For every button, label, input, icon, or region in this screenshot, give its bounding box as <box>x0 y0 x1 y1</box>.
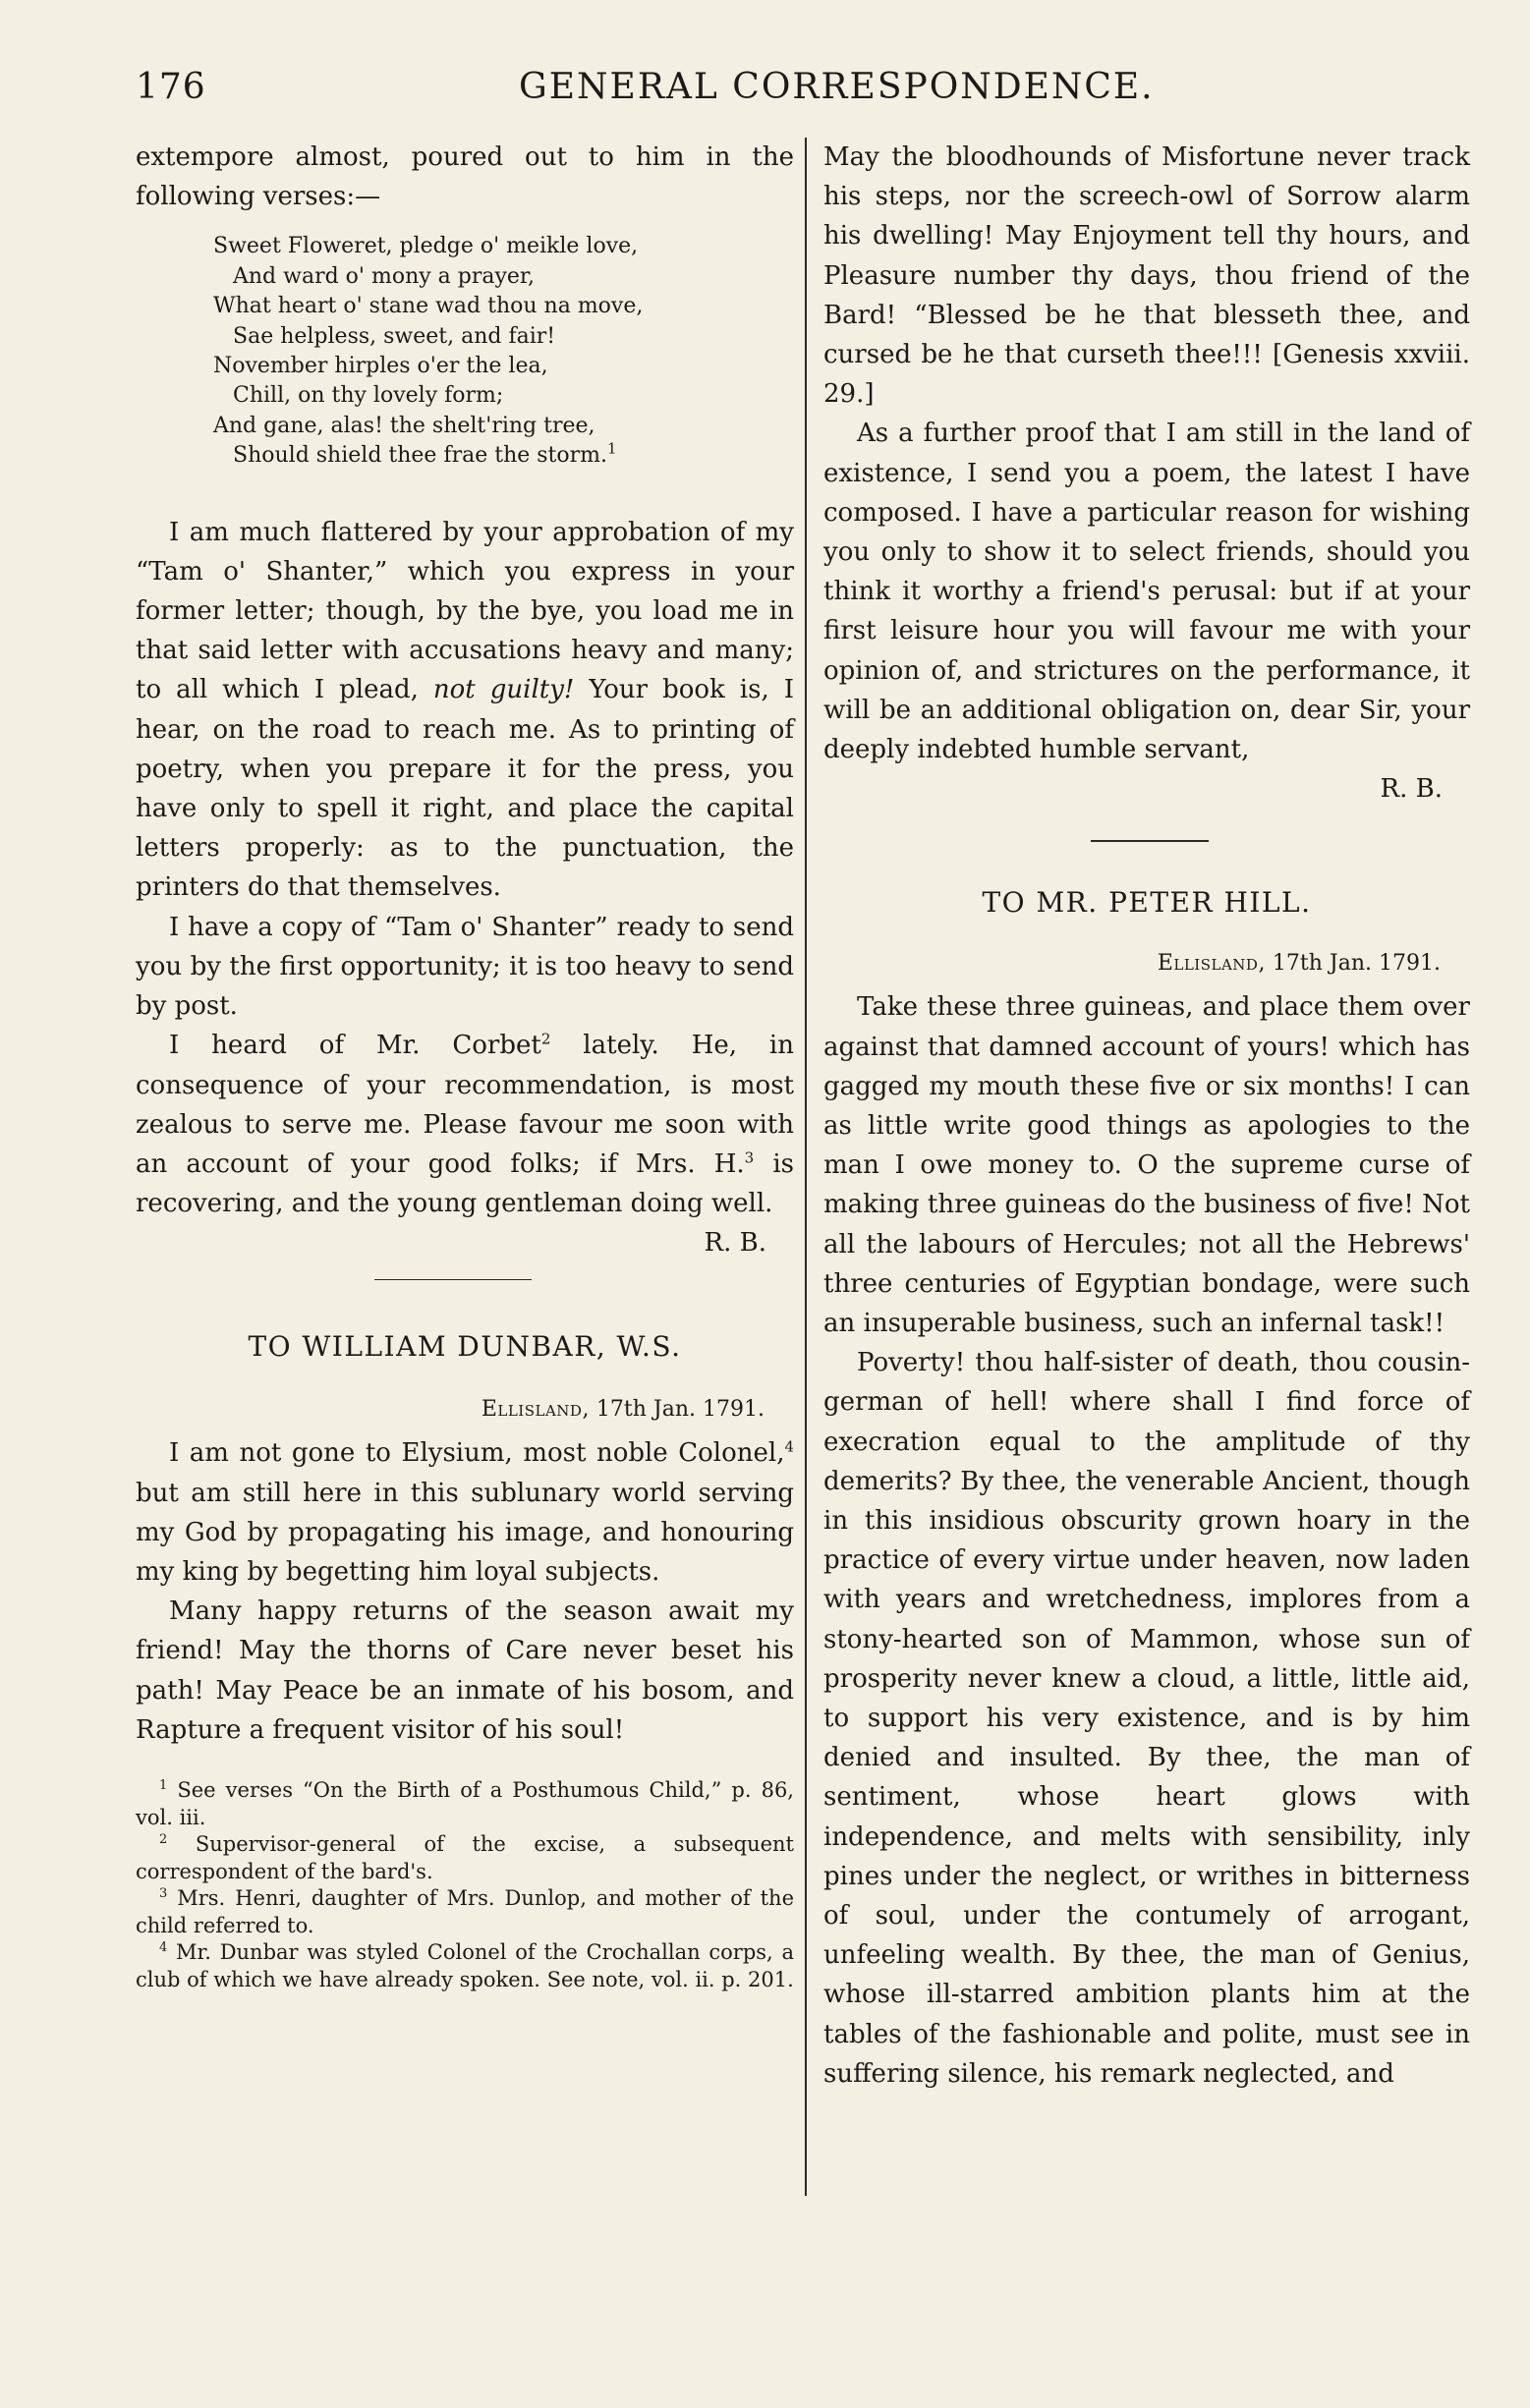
verse-line: November hirples o'er the lea, <box>213 354 548 379</box>
left-column <box>136 138 794 1993</box>
signature: R. B. <box>1380 774 1443 805</box>
paragraph: As a further proof that I am still in the land of existence, I send you a poem, the latest I have composed. I have a particular reason for wishing you only to show it to select friends, should you think it worthy a friend's perusal: but if at your first leisure hour you will favour me with your opinion of, and strictures on the performance, it will be an additional obligation on, dear Sir, your deeply indebted humble servant, <box>823 419 1470 765</box>
running-title: GENERAL CORRESPONDENCE. <box>519 67 1155 107</box>
footnote-ref: 1 <box>607 439 617 458</box>
signature: R. B. <box>704 1228 766 1259</box>
footnote: $^4$ Mr. Dunbar was styled Colonel of the Crochallan corps, a club of which we have already spoken. See note, vol. ii. p. 201. <box>136 1940 794 1991</box>
verse-line-last: Should shield thee frae the storm.$^1$ <box>233 439 617 469</box>
footnote: $^2$ Supervisor-general of the excise, a subsequent correspondent of the bard's. <box>136 1832 794 1883</box>
verse-line: Sweet Floweret, pledge o' meikle love, <box>213 234 639 259</box>
right-column <box>823 138 1470 2094</box>
page-number: 176 <box>136 67 206 107</box>
running-head <box>136 67 1472 114</box>
paragraph: I am much flattered by your approbation of my “Tam o' Shanter,” which you express in your former letter; though, by the bye, you load me in that said letter with accusations heavy and many; to all which I plead, not guilty! Your book is, I hear, on the road to reach me. As to printing of poetry, when you prepare it for the press, you have only to spell it right, and place the capital letters properly: as to the punctuation, the printers do that themselves. <box>136 517 794 903</box>
section-rule <box>1091 840 1209 842</box>
section-rule <box>374 1279 532 1281</box>
footnote-ref: 2 <box>540 1030 551 1048</box>
verse-line: Chill, on thy lovely form; <box>233 383 504 409</box>
verse-block <box>213 232 794 471</box>
paragraph: I heard of Mr. Corbet$^2$ lately. He, in consequence of your recommendation, is most zealous to serve me. Please favour me soon with an account of your good folks; if Mrs. H.$^3$ is recovering, and the young gentleman doing well. <box>136 1030 794 1219</box>
footnote-ref: 4 <box>784 1437 794 1456</box>
letter-heading: TO MR. PETER HILL. <box>982 885 1312 919</box>
intro-paragraph: extempore almost, poured out to him in the following verses:— <box>136 142 794 212</box>
paragraph: I am not gone to Elysium, most noble Colonel,$^4$ but am still here in this sublunary world serving my God by propagating his image, and honouring my king by begetting him loyal subjects. <box>136 1437 794 1588</box>
column-divider <box>805 138 807 2196</box>
dateline: Ellisland, 17th Jan. 1791. <box>1157 951 1441 977</box>
dateline: Ellisland, 17th Jan. 1791. <box>481 1397 765 1423</box>
footnote: $^1$ See verses “On the Birth of a Posthumous Child,” p. 86, vol. iii. <box>136 1778 794 1829</box>
italic-phrase: not guilty! <box>432 675 575 705</box>
footnote: $^3$ Mrs. Henri, daughter of Mrs. Dunlop, and mother of the child referred to. <box>136 1886 794 1937</box>
paragraph: May the bloodhounds of Misfortune never track his steps, nor the screech-owl of Sorrow alarm his dwelling! May Enjoyment tell thy hours, and Pleasure number thy days, thou friend of the Bard! “Blessed be he that blesseth thee, and cursed be he that curseth thee!!! [Genesis xxviii. 29.] <box>823 142 1470 410</box>
verse-line: And ward o' mony a prayer, <box>233 263 536 289</box>
paragraph: Poverty! thou half-sister of death, thou cousin-german of hell! where shall I find force of execration equal to the amplitude of thy demerits? By thee, the venerable Ancient, though in this insidious obscurity grown hoary in the practice of every virtue under heaven, now laden with years and wretchedness, implores from a stony-hearted son of Mammon, whose sun of prosperity never knew a cloud, a little, little aid, to support his very existence, and is by him denied and insulted. By thee, the man of sentiment, whose heart glows with independence, and melts with sensibility, inly pines under the neglect, or writhes in bitterness of soul, under the contumely of arrogant, unfeeling wealth. By thee, the man of Genius, whose ill-starred ambition plants him at the tables of the fashionable and polite, must see in suffering silence, his remark neglected, and <box>823 1348 1470 2089</box>
paragraph: Many happy returns of the season await my friend! May the thorns of Care never beset his path! May Peace be an inmate of his bosom, and Rapture a frequent visitor of his soul! <box>136 1596 794 1745</box>
verse-line: And gane, alas! the shelt'ring tree, <box>213 413 595 438</box>
footnotes <box>136 1777 794 1993</box>
paragraph: I have a copy of “Tam o' Shanter” ready to send you by the first opportunity; it is too heavy to send by post. <box>136 912 794 1022</box>
paragraph: Take these three guineas, and place them over against that damned account of yours! which has gagged my mouth these five or six months! I can as little write good things as apologies to the man I owe money to. O the supreme curse of making three guineas do the business of five! Not all the labours of Hercules; not all the Hebrews' three centuries of Egyptian bondage, were such an insuperable business, such an infernal task!! <box>823 992 1470 1338</box>
verse-line: What heart o' stane wad thou na move, <box>213 294 644 319</box>
letter-heading: TO WILLIAM DUNBAR, W.S. <box>248 1330 682 1364</box>
verse-line: Sae helpless, sweet, and fair! <box>233 323 556 349</box>
footnote-ref: 3 <box>744 1148 755 1167</box>
